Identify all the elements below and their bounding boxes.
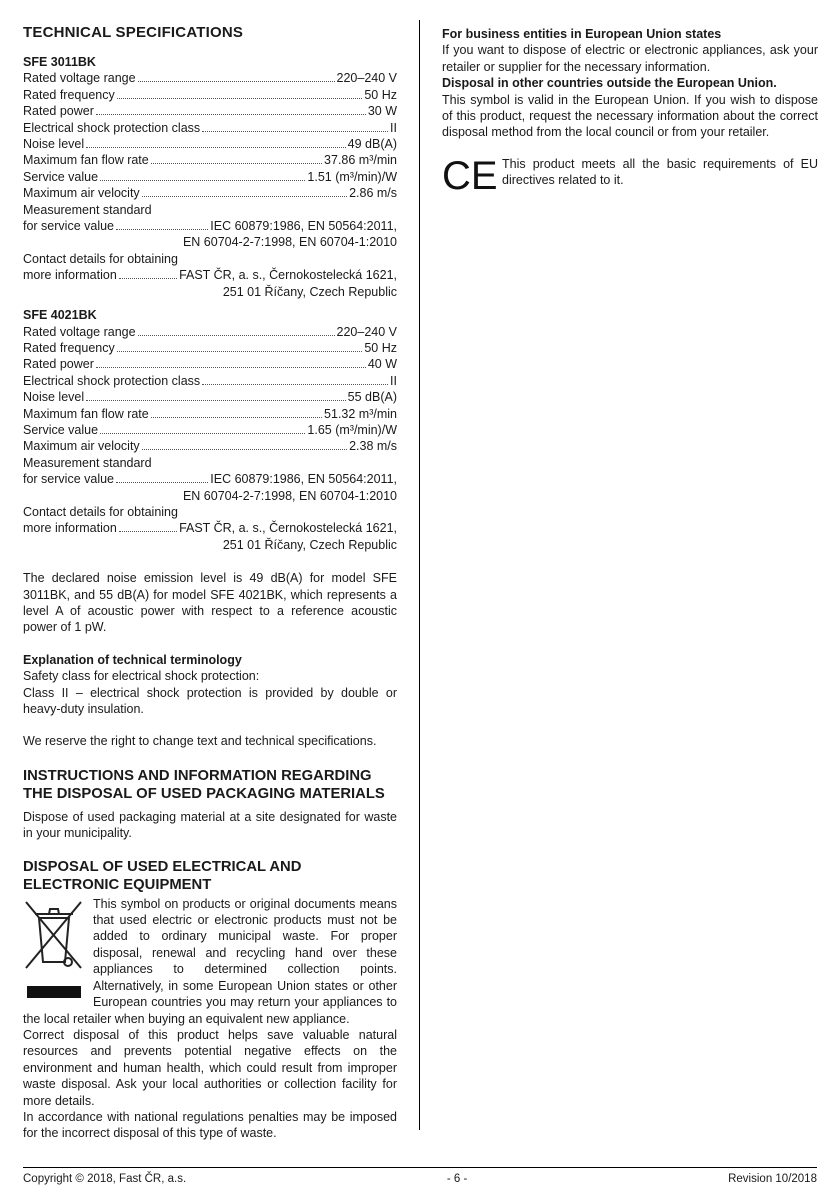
spec-row — [23, 422, 397, 438]
contact-label: Contact details for obtaining — [23, 504, 178, 519]
spec-row — [23, 185, 397, 201]
spec-value: 50 Hz — [364, 87, 397, 102]
business-text: If you want to dispose of electric or electronic appliances, ask your retailer or supplier for the necessary information. — [442, 43, 818, 74]
spec-label: Service value — [23, 169, 99, 184]
spec-value: 220–240 V — [336, 324, 397, 339]
spec-label: Electrical shock protection class — [23, 120, 201, 135]
spec-label: more information — [23, 521, 117, 536]
spec-value: 49 dB(A) — [347, 137, 397, 152]
model-spec-block-1 — [23, 54, 397, 300]
spec-value: 37.86 m³/min — [324, 153, 397, 168]
spec-label: Maximum air velocity — [23, 186, 140, 201]
outside-eu-title: Disposal in other countries outside the European Union. — [442, 76, 777, 91]
noise-paragraph: The declared noise emission level is 49 dB(A) for model SFE 3011BK, and 55 dB(A) for model SFE 4021BK, which represents a level A of acoustic power with respect to a reference acoustic power of 1 pW. — [23, 571, 397, 635]
spec-label: Rated frequency — [23, 87, 115, 102]
spec-row — [23, 169, 397, 185]
spec-row — [23, 267, 397, 283]
spec-value: 30 W — [367, 104, 397, 119]
measure-label: Measurement standard — [23, 455, 152, 470]
spec-row — [23, 324, 397, 340]
ce-compliance — [442, 155, 818, 195]
ce-mark-text: CE — [442, 154, 498, 195]
spec-label: Rated power — [23, 357, 94, 372]
spec-row — [23, 340, 397, 356]
reserve-notice: We reserve the right to change text and technical specifications. — [23, 734, 377, 749]
spec-value: FAST ČR, a. s., Černokostelecká 1621, — [179, 268, 397, 283]
spec-row — [23, 120, 397, 136]
weee-text-3: In accordance with national regulations penalties may be imposed for the incorrect disposal of this type of waste. — [23, 1109, 397, 1141]
spec-label: Maximum air velocity — [23, 439, 140, 454]
spec-row — [23, 103, 397, 119]
spec-label: for service value — [23, 219, 115, 234]
spec-value-cont: 251 01 Říčany, Czech Republic — [222, 284, 397, 299]
spec-row — [23, 218, 397, 234]
spec-label: more information — [23, 268, 117, 283]
spec-label: for service value — [23, 472, 115, 487]
spec-label: Noise level — [23, 137, 85, 152]
packaging-disposal-text: Dispose of used packaging material at a site designated for waste in your municipality. — [23, 809, 397, 841]
right-column — [442, 26, 818, 195]
spec-value: FAST ČR, a. s., Černokostelecká 1621, — [179, 521, 397, 536]
model-name: SFE 3011BK — [23, 55, 96, 69]
spec-label: Maximum fan flow rate — [23, 153, 149, 168]
spec-value-cont: EN 60704-2-7:1998, EN 60704-1:2010 — [182, 235, 397, 250]
spec-label: Rated voltage range — [23, 324, 136, 339]
spec-value: 1.65 (m³/min)/W — [307, 422, 397, 437]
page-footer — [23, 1167, 817, 1187]
spec-label: Rated voltage range — [23, 71, 136, 86]
spec-row — [23, 373, 397, 389]
spec-label: Service value — [23, 422, 99, 437]
page-number: - 6 - — [446, 1173, 468, 1185]
spec-value: 220–240 V — [336, 71, 397, 86]
spec-row — [23, 152, 397, 168]
spec-value: 2.38 m/s — [349, 439, 397, 454]
spec-label: Rated power — [23, 104, 94, 119]
spec-value: IEC 60879:1986, EN 50564:2011, — [210, 219, 397, 234]
weee-title: DISPOSAL OF USED ELECTRICAL AND ELECTRONIC EQUIPMENT — [23, 858, 302, 893]
spec-row — [23, 438, 397, 454]
spec-label: Maximum fan flow rate — [23, 406, 149, 421]
spec-row — [23, 356, 397, 372]
spec-row — [23, 136, 397, 152]
tech-specs-title: TECHNICAL SPECIFICATIONS — [23, 24, 244, 41]
model-spec-block-2 — [23, 307, 397, 553]
left-column — [23, 24, 397, 1142]
spec-value: IEC 60879:1986, EN 50564:2011, — [210, 472, 397, 487]
spec-value-cont: EN 60704-2-7:1998, EN 60704-1:2010 — [182, 488, 397, 503]
spec-value: 1.51 (m³/min)/W — [307, 169, 397, 184]
weee-section — [23, 896, 397, 1142]
spec-label: Electrical shock protection class — [23, 373, 201, 388]
terminology-line: Class II – electrical shock protection is provided by double or heavy-duty insulation. — [23, 685, 397, 717]
spec-row — [23, 406, 397, 422]
model-name: SFE 4021BK — [23, 308, 97, 323]
spec-value: 51.32 m³/min — [324, 406, 397, 421]
crossed-out-wheelie-bin-icon — [23, 898, 85, 1006]
spec-row — [23, 471, 397, 487]
spec-value: II — [390, 120, 397, 135]
ce-text: This product meets all the basic requirements of EU directives related to it. — [502, 156, 818, 188]
contact-label: Contact details for obtaining — [23, 251, 178, 266]
spec-row — [23, 70, 397, 86]
terminology-title: Explanation of technical terminology — [23, 652, 242, 667]
weee-text: This symbol on products or original documents means that used electric or electronic products must not be added to ordinary municipal waste. For proper disposal, renewal and recycling hand over these appliances to determined collection points. Alternatively, in some European Union states or other European countries you may return your appliances to the local retailer when buying an equivalent new appliance. — [23, 896, 397, 1026]
spec-row — [23, 87, 397, 103]
spec-row — [23, 389, 397, 405]
business-title: For business entities in European Union states — [442, 27, 722, 41]
measure-label: Measurement standard — [23, 202, 152, 217]
packaging-disposal-title: INSTRUCTIONS AND INFORMATION REGARDING THE DISPOSAL OF USED PACKAGING MATERIALS — [23, 767, 385, 802]
weee-text-2: Correct disposal of this product helps save valuable natural resources and prevents potential negative effects on the environment and human health, which could result from improper waste disposal. Ask your local authorities or collection facility for more details. — [23, 1027, 397, 1108]
spec-value: 55 dB(A) — [347, 390, 397, 405]
spec-row — [23, 520, 397, 536]
spec-value: II — [390, 373, 397, 388]
spec-value: 50 Hz — [364, 340, 397, 355]
spec-value: 2.86 m/s — [349, 186, 397, 201]
spec-value-cont: 251 01 Říčany, Czech Republic — [222, 537, 397, 552]
column-divider — [419, 20, 420, 1130]
spec-value: 40 W — [367, 357, 397, 372]
spec-label: Noise level — [23, 390, 85, 405]
terminology-line: Safety class for electrical shock protection: — [23, 669, 260, 684]
spec-label: Rated frequency — [23, 340, 115, 355]
ce-mark-icon — [442, 155, 500, 195]
outside-eu-text: This symbol is valid in the European Union. If you wish to dispose of this product, request the necessary information about the correct disposal method from the local council or from your retailer. — [442, 92, 818, 140]
revision: Revision 10/2018 — [728, 1173, 817, 1185]
copyright: Copyright © 2018, Fast ČR, a.s. — [23, 1173, 187, 1185]
